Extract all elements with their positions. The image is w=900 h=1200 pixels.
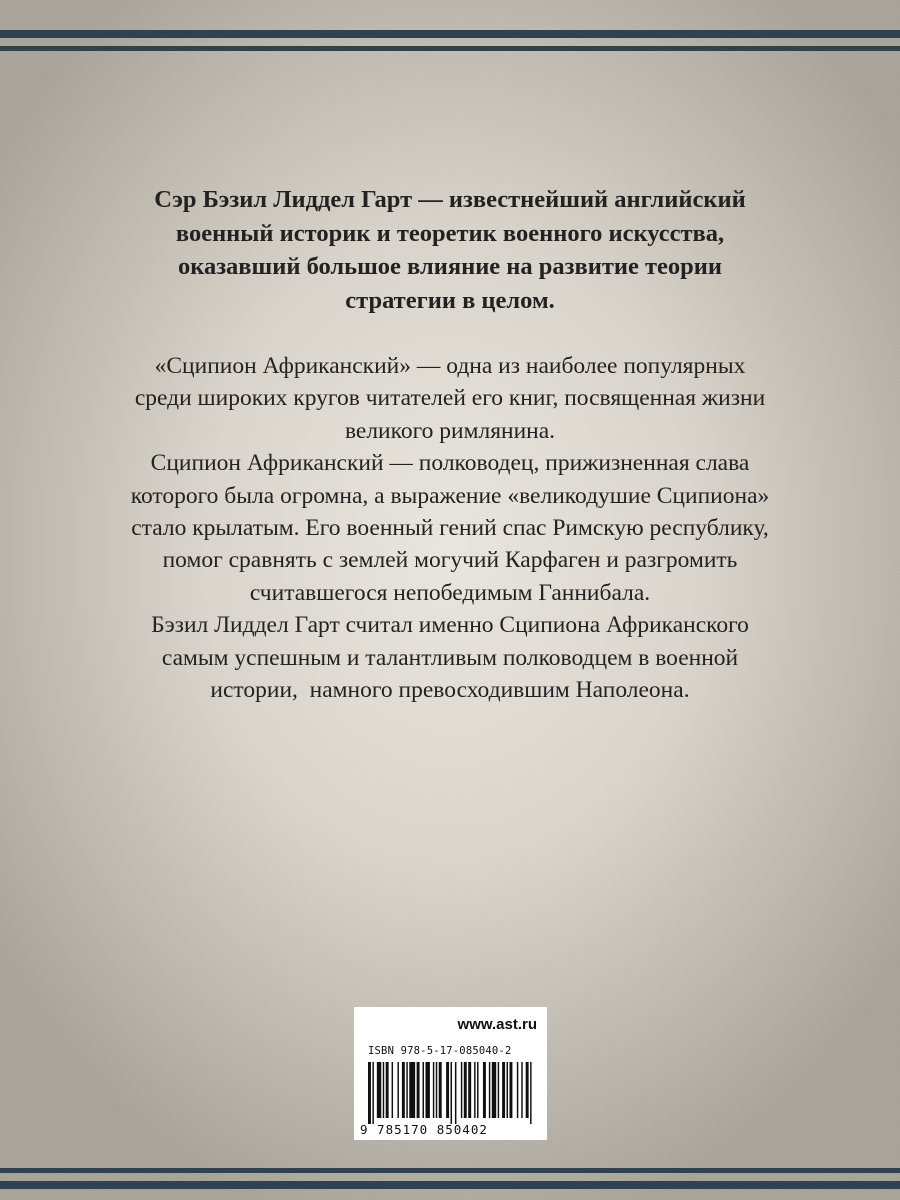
barcode-bar xyxy=(468,1062,471,1118)
barcode-bar xyxy=(446,1062,449,1118)
barcode-bar xyxy=(383,1062,384,1118)
description-line: стало крылатым. Его военный гений спас Римскую республику, xyxy=(131,515,769,542)
author-summary xyxy=(90,183,810,317)
barcode-bar xyxy=(498,1062,499,1118)
barcode-bar xyxy=(436,1062,437,1118)
barcode-bar xyxy=(406,1062,407,1118)
description-line: помог сравнять с землей могучий Карфаген и разгромить xyxy=(162,547,738,574)
barcode-bar xyxy=(392,1062,393,1118)
top-rule-thin xyxy=(0,46,900,51)
description-paragraph xyxy=(60,350,840,447)
description-line: истории, намного превосходившим Наполеона. xyxy=(210,677,690,704)
barcode-bar xyxy=(483,1062,486,1118)
book-description xyxy=(60,350,840,706)
barcode-bar xyxy=(502,1062,505,1118)
author-summary-line: оказавший большое влияние на развитие теории xyxy=(177,253,723,280)
description-line: которого была огромна, а выражение «великодушие Сципиона» xyxy=(130,482,770,509)
author-summary-line: военный историк и теоретик военного искусства, xyxy=(175,219,725,247)
description-line: великого римлянина. xyxy=(344,417,556,444)
barcode-bar xyxy=(423,1062,424,1118)
description-line: среди широких кругов читателей его книг, посвященная жизни xyxy=(134,385,766,412)
author-summary-line: стратегии в целом. xyxy=(345,286,555,314)
barcode-bar xyxy=(433,1062,434,1118)
description-line: самым успешным и талантливым полководцем в военной xyxy=(161,644,739,671)
description-line: Бэзил Лиддел Гарт считал именно Сципиона Африканского xyxy=(151,612,749,639)
barcode-bar xyxy=(492,1062,496,1118)
barcode-bar xyxy=(372,1062,373,1124)
barcode-bar xyxy=(474,1062,475,1118)
isbn-label: ISBN 978-5-17-085040-2 xyxy=(368,1045,512,1057)
bottom-rule-thin xyxy=(0,1168,900,1173)
barcode-bar xyxy=(402,1062,405,1118)
barcode-image xyxy=(368,1062,536,1124)
barcode-bar xyxy=(417,1062,420,1118)
description-line: Сципион Африканский — полководец, прижизненная слава xyxy=(150,450,750,477)
barcode-bar xyxy=(386,1062,389,1118)
barcode-bar xyxy=(461,1062,462,1118)
barcode-panel xyxy=(354,1007,547,1140)
bottom-rule-thick xyxy=(0,1181,900,1189)
barcode-bar xyxy=(517,1062,518,1118)
barcode-bar xyxy=(507,1062,508,1118)
barcode-bar xyxy=(439,1062,442,1118)
top-rule-thick xyxy=(0,30,900,38)
barcode-bar xyxy=(451,1062,452,1124)
barcode-bar xyxy=(425,1062,429,1118)
barcode-bar xyxy=(509,1062,512,1118)
barcode-bar xyxy=(377,1062,381,1118)
barcode-digits: 9 785170 850402 xyxy=(360,1122,488,1137)
description-line: «Сципион Африканский» — одна из наиболее популярных xyxy=(154,353,746,379)
barcode-bar xyxy=(530,1062,531,1124)
description-paragraph xyxy=(60,609,840,706)
barcode-bar xyxy=(368,1062,371,1124)
publisher-website: www.ast.ru xyxy=(457,1016,537,1033)
description-paragraph xyxy=(60,447,840,609)
author-summary-line: Сэр Бэзил Лиддел Гарт — известнейший английский xyxy=(154,186,746,213)
barcode-bar xyxy=(409,1062,415,1118)
barcode-bar xyxy=(526,1062,529,1118)
barcode-bar xyxy=(455,1062,456,1124)
barcode-bar xyxy=(521,1062,522,1118)
barcode-bar xyxy=(477,1062,478,1118)
barcode-bar xyxy=(464,1062,467,1118)
barcode-bar xyxy=(489,1062,490,1118)
barcode-bar xyxy=(397,1062,398,1118)
description-line: считавшегося непобедимым Ганнибала. xyxy=(249,579,651,606)
